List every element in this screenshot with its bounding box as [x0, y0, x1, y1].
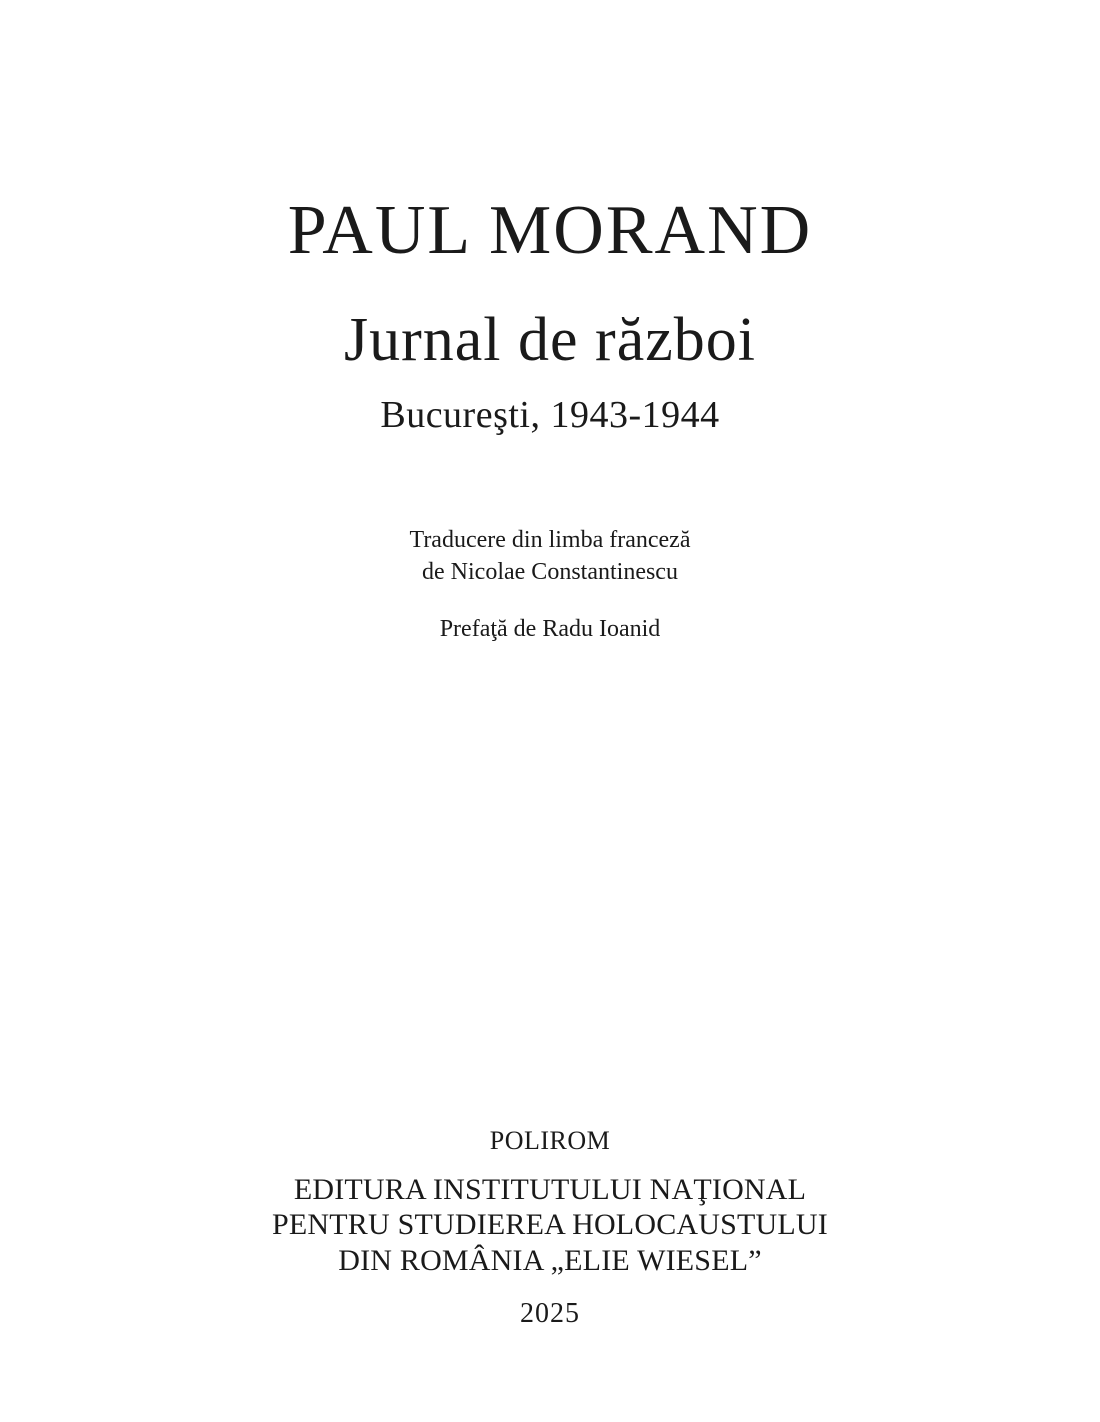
- publisher-institute-line-2: PENTRU STUDIEREA HOLOCAUSTULUI: [272, 1208, 828, 1242]
- publisher-imprint: POLIROM: [489, 1125, 611, 1155]
- preface-credit: Prefaţă de Radu Ioanid: [439, 615, 661, 642]
- book-title: Jurnal de război: [344, 306, 756, 374]
- translation-credit-line-2: de Nicolae Constantinescu: [422, 559, 678, 586]
- publisher-institute-line-1: EDITURA INSTITUTULUI NAŢIONAL: [293, 1172, 807, 1206]
- publication-year: 2025: [520, 1298, 580, 1329]
- title-block: [0, 192, 1100, 437]
- author-name: PAUL MORAND: [287, 192, 813, 269]
- publisher-block: [0, 1126, 1100, 1330]
- publisher-institute-line-3: DIN ROMÂNIA „ELIE WIESEL”: [338, 1243, 762, 1277]
- credits-block: [0, 524, 1100, 645]
- translation-credit-line-1: Traducere din limba franceză: [409, 527, 691, 553]
- book-subtitle: Bucureşti, 1943-1944: [380, 394, 720, 437]
